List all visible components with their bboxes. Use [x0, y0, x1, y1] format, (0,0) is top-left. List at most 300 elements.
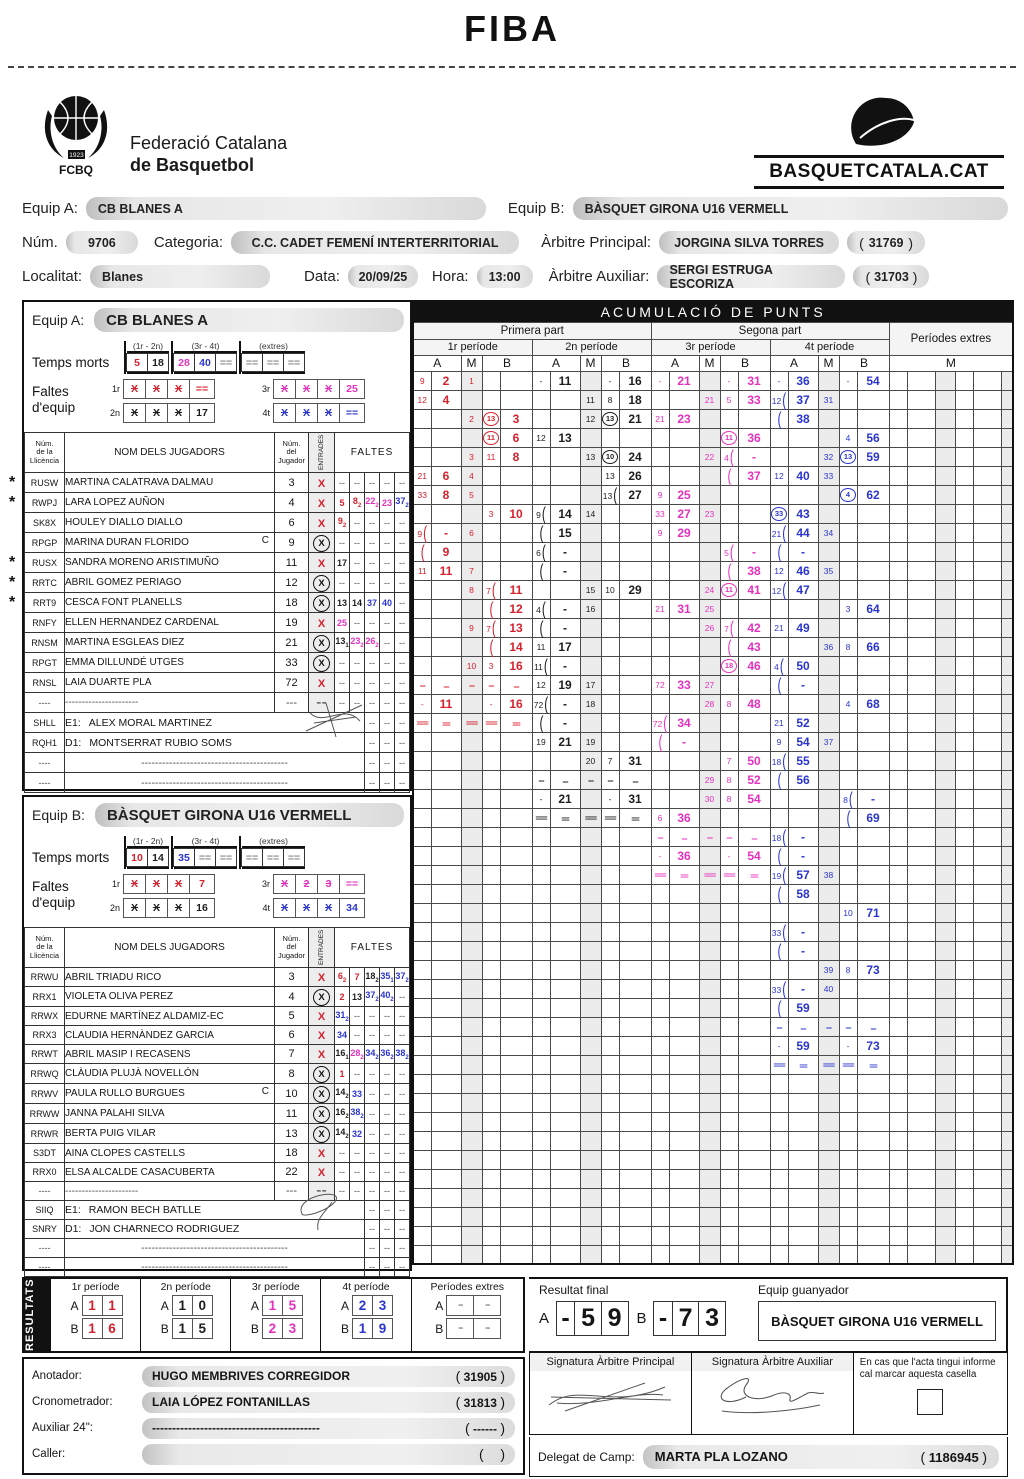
final-score-digit: 3	[698, 1301, 726, 1336]
score-cell	[973, 504, 1001, 523]
score-cell: 21(	[771, 522, 787, 543]
score-cell	[973, 808, 1001, 827]
score-cell	[413, 447, 431, 466]
score-cell	[770, 884, 788, 903]
score-cell	[720, 1055, 738, 1074]
score-cell	[601, 637, 619, 656]
localitat-value: Blanes	[90, 265, 270, 288]
score-cell	[482, 1074, 500, 1093]
player-name: VIOLETA OLIVA PEREZ	[65, 987, 275, 1007]
score-cell	[431, 637, 461, 656]
score-cell	[907, 466, 935, 485]
circled-number: 13	[483, 412, 499, 426]
signature-principal-title: Signatura Àrbitre Principal	[530, 1353, 691, 1371]
score-cell	[601, 618, 619, 637]
score-cell: 39	[818, 960, 839, 979]
foul-cell: $16_2$	[335, 1104, 350, 1124]
score-cell	[857, 1017, 889, 1036]
score-cell	[651, 998, 669, 1017]
score-cell	[788, 903, 818, 922]
score-cell	[461, 1017, 482, 1036]
score-cell	[461, 770, 482, 789]
period-end-mark: ---	[607, 775, 613, 785]
score-cell	[651, 827, 669, 846]
score-row	[413, 1055, 1013, 1074]
period-result-cells	[353, 1295, 393, 1316]
score-cell	[973, 409, 1001, 428]
score-cell	[955, 694, 973, 713]
score-cell	[413, 884, 431, 903]
score-cell	[699, 1188, 720, 1207]
score-cell	[839, 1207, 857, 1226]
team-letter: A	[435, 1298, 444, 1313]
foul-cell: --	[380, 473, 395, 493]
score-cell	[461, 694, 482, 713]
staff-license: ----	[25, 773, 65, 793]
score-cell	[818, 1093, 839, 1112]
equip-a-label: Equip A:	[22, 200, 78, 217]
score-cell	[889, 409, 907, 428]
timeouts-groups	[124, 341, 307, 374]
staff-license: ----	[25, 753, 65, 773]
score-cell	[699, 884, 720, 903]
score-cell	[839, 884, 857, 903]
score-cell	[699, 485, 720, 504]
score-cell	[619, 1226, 651, 1245]
score-cell	[669, 694, 699, 713]
score-cell	[973, 884, 1001, 903]
score-cell: 31	[738, 371, 770, 390]
foul-cell: $37_2$	[365, 987, 380, 1007]
score-cell: 6	[500, 428, 532, 447]
extra-shaded-cell	[1001, 675, 1013, 694]
score-cell	[839, 1093, 857, 1112]
player-name: BERTA PUIG VILAR	[65, 1124, 275, 1144]
score-cell	[818, 827, 839, 846]
match-number: 9706	[66, 231, 138, 254]
score-cell	[431, 409, 461, 428]
fiba-title: FIBA	[464, 8, 560, 49]
foul-cell: $38_2$	[395, 1045, 410, 1064]
score-cell	[699, 1036, 720, 1055]
team-foul-cell	[190, 875, 214, 893]
timeouts-group	[124, 836, 169, 869]
player-name: ----------------------	[65, 693, 275, 713]
score-cell	[935, 979, 955, 998]
score-cell	[601, 979, 619, 998]
score-cell	[720, 1207, 738, 1226]
official-label: Anotador:	[32, 1370, 82, 1382]
timeout-cell: 14	[147, 848, 169, 867]
foul-cell: --	[395, 693, 410, 713]
score-cell	[699, 428, 720, 447]
score-cell	[788, 1055, 818, 1074]
score-cell	[619, 808, 651, 827]
period-result-row	[141, 1318, 230, 1339]
score-cell	[651, 1207, 669, 1226]
score-cell	[580, 618, 601, 637]
extra-shaded-cell	[1001, 713, 1013, 732]
foul-cell: --	[395, 673, 410, 693]
score-cell	[907, 580, 935, 599]
score-cell	[550, 1017, 580, 1036]
score-cell	[907, 1055, 935, 1074]
score-cell	[699, 561, 720, 580]
empty-staff-row	[25, 753, 410, 773]
period-label: 2n	[109, 408, 120, 418]
score-cell	[461, 979, 482, 998]
score-cell	[857, 1131, 889, 1150]
team-label: Equip A:	[32, 312, 85, 328]
score-cell	[601, 846, 619, 865]
free-throw-paren: (	[539, 617, 544, 638]
player-name: ABRIL GOMEZ PERIAGO	[65, 573, 275, 593]
foul-cell: --	[335, 653, 350, 673]
score-cell	[699, 542, 720, 561]
foul-cell: --	[350, 693, 365, 713]
score-cell: 58	[788, 884, 818, 903]
score-cell	[973, 1169, 1001, 1188]
team-foul-mark: X	[130, 383, 138, 395]
score-cell	[699, 1207, 720, 1226]
score-cell: 36	[738, 428, 770, 447]
score-cell	[651, 979, 669, 998]
score-cell: 11	[580, 390, 601, 409]
score-cell: 50	[738, 751, 770, 770]
player-number: 11	[275, 1104, 309, 1124]
score-cell	[500, 466, 532, 485]
score-cell	[907, 1188, 935, 1207]
foul-cell: --	[380, 713, 395, 733]
arbitre-principal-num: ( 31769 )	[847, 231, 925, 254]
player-entry	[309, 673, 335, 693]
score-cell	[770, 675, 788, 694]
period-end-mark: ---	[657, 832, 663, 842]
score-cell	[738, 409, 770, 428]
period-end-mark: ===	[604, 813, 616, 823]
team-foul-mark: 17	[196, 407, 208, 419]
period-end-mark: ---	[800, 1023, 806, 1033]
foul-cell: $40_2$	[380, 987, 395, 1007]
foul-cell: --	[380, 1104, 395, 1124]
final-score-digit: 9	[601, 1301, 629, 1336]
score-cell: 12(	[771, 579, 787, 600]
score-cell	[461, 1226, 482, 1245]
score-cell	[461, 1131, 482, 1150]
score-cell	[889, 941, 907, 960]
score-cell	[461, 1150, 482, 1169]
score-cell: 8	[461, 580, 482, 599]
score-cell	[669, 1245, 699, 1264]
team-letter: A	[250, 1298, 259, 1313]
score-cell	[907, 922, 935, 941]
score-row	[413, 789, 1013, 808]
score-cell	[500, 1036, 532, 1055]
score-cell	[839, 447, 857, 466]
extra-shaded-cell	[1001, 960, 1013, 979]
score-cell	[482, 1112, 500, 1131]
score-cell	[431, 675, 461, 694]
score-cell	[413, 770, 431, 789]
score-cell: 34	[669, 713, 699, 732]
score-cell	[955, 371, 973, 390]
score-cell: 4(	[770, 656, 788, 675]
score-cell	[699, 1226, 720, 1245]
score-cell	[818, 770, 839, 789]
score-cell	[857, 504, 889, 523]
score-cell	[973, 998, 1001, 1017]
period-end-mark: ---	[488, 680, 494, 690]
staff-name: ------------------------------------------	[65, 1258, 365, 1277]
foul-cell: $18_2$	[365, 968, 380, 987]
staff-row	[25, 713, 410, 733]
score-cell	[619, 827, 651, 846]
score-cell	[619, 637, 651, 656]
player-license: RRWU	[25, 968, 65, 987]
score-cell: 12	[580, 409, 601, 428]
period-result-digit: 3	[372, 1295, 393, 1316]
period-result-cells	[353, 1318, 393, 1339]
score-cell	[889, 960, 907, 979]
free-throw-paren: (	[782, 978, 787, 999]
score-cell	[580, 466, 601, 485]
score-cell: 14	[550, 504, 580, 523]
score-cell	[818, 1036, 839, 1055]
official-license: ( )	[478, 1446, 505, 1462]
score-cell	[935, 1017, 955, 1036]
player-row	[25, 513, 410, 533]
score-cell	[818, 675, 839, 694]
score-cell	[720, 561, 738, 580]
team-foul-cell	[146, 899, 168, 917]
score-cell: 5	[461, 485, 482, 504]
score-cell: 37	[738, 466, 770, 485]
score-cell	[720, 1093, 738, 1112]
team-foul-cell	[340, 875, 364, 893]
arbitre-auxiliar-num: ( 31703 )	[853, 265, 929, 288]
player-number: 72	[275, 673, 309, 693]
score-cell: 59	[857, 447, 889, 466]
col-m: M	[699, 355, 720, 371]
score-cell: -	[788, 979, 818, 998]
score-cell	[935, 1093, 955, 1112]
foul-cell: --	[365, 1144, 380, 1163]
score-cell	[818, 998, 839, 1017]
score-cell	[839, 827, 857, 846]
period-result-cells	[173, 1318, 213, 1339]
signatures-area	[529, 1352, 1008, 1435]
score-cell	[973, 371, 1001, 390]
score-cell	[818, 485, 839, 504]
score-cell	[500, 808, 532, 827]
score-cell	[955, 637, 973, 656]
score-cell	[669, 390, 699, 409]
score-cell	[601, 1112, 619, 1131]
score-cell: -	[720, 371, 738, 390]
score-cell: -	[839, 371, 857, 390]
score-cell	[907, 979, 935, 998]
circled-number: 13	[840, 450, 856, 464]
score-cell	[955, 1169, 973, 1188]
score-cell	[532, 770, 550, 789]
score-cell	[619, 504, 651, 523]
foul-cell: --	[350, 553, 365, 573]
score-cell: 4	[431, 390, 461, 409]
score-cell: 27	[619, 485, 651, 504]
score-cell	[770, 409, 788, 428]
score-cell	[651, 1112, 669, 1131]
score-cell	[818, 884, 839, 903]
entry-circled-x: X	[313, 989, 330, 1006]
score-cell	[461, 428, 482, 447]
foul-cell: 23	[380, 493, 395, 513]
score-cell	[601, 447, 619, 466]
period-end-mark: ---	[588, 775, 593, 785]
score-cell	[619, 922, 651, 941]
player-license: RPGT	[25, 653, 65, 673]
period-label: 3r	[261, 879, 270, 889]
foul-cell: --	[365, 673, 380, 693]
score-cell	[651, 1017, 669, 1036]
score-cell	[770, 542, 788, 561]
officials-box	[22, 1357, 525, 1475]
team-name: BÀSQUET GIRONA U16 VERMELL	[95, 803, 404, 827]
entry-circled-x: X	[313, 1086, 330, 1103]
score-cell	[973, 561, 1001, 580]
staff-license: SHLL	[25, 713, 65, 733]
score-cell	[413, 808, 431, 827]
score-cell	[431, 884, 461, 903]
score-cell: 6	[461, 523, 482, 542]
score-cell	[413, 979, 431, 998]
foul-cell: --	[380, 773, 395, 793]
score-cell	[669, 941, 699, 960]
score-row	[413, 827, 1013, 846]
period-end-mark: ===	[822, 1060, 834, 1070]
free-throw-paren: (	[727, 560, 732, 581]
score-cell	[907, 675, 935, 694]
score-cell	[482, 1055, 500, 1074]
foul-cell: --	[395, 1084, 410, 1104]
score-cell	[550, 1207, 580, 1226]
score-cell	[550, 922, 580, 941]
score-cell	[857, 1074, 889, 1093]
score-cell	[500, 751, 532, 770]
score-cell	[935, 1207, 955, 1226]
timeout-cell: ==	[194, 848, 216, 867]
score-cell	[907, 409, 935, 428]
score-cell	[413, 428, 431, 447]
score-cell	[889, 504, 907, 523]
timeout-cell: ==	[215, 848, 237, 867]
score-cell	[973, 1036, 1001, 1055]
score-cell	[839, 770, 857, 789]
score-cell	[461, 1036, 482, 1055]
score-cell	[413, 1226, 431, 1245]
score-cell: 30	[699, 789, 720, 808]
score-row	[413, 751, 1013, 770]
score-cell	[973, 903, 1001, 922]
score-cell	[973, 922, 1001, 941]
score-cell	[619, 1074, 651, 1093]
score-cell	[532, 846, 550, 865]
score-cell	[580, 1150, 601, 1169]
free-throw-paren: (	[541, 598, 546, 619]
score-cell: 14	[500, 637, 532, 656]
score-cell	[857, 656, 889, 675]
score-cell: 54	[738, 846, 770, 865]
score-cell	[651, 865, 669, 884]
score-cell	[889, 789, 907, 808]
free-throw-paren: (	[539, 712, 544, 733]
player-number: 10	[275, 1084, 309, 1104]
score-cell	[532, 1131, 550, 1150]
timeouts-group	[171, 341, 237, 374]
score-cell	[889, 808, 907, 827]
delegat-row	[529, 1437, 1008, 1477]
team-foul-cell	[190, 404, 214, 422]
score-cell	[580, 922, 601, 941]
score-cell	[720, 979, 738, 998]
score-cell	[857, 1226, 889, 1245]
score-cell	[889, 694, 907, 713]
header-llicencia: Núm. de la Llicència	[25, 928, 65, 968]
score-cell: 34	[818, 523, 839, 542]
score-cell	[619, 1245, 651, 1264]
score-cell	[889, 903, 907, 922]
score-cell	[669, 1112, 699, 1131]
score-cell	[619, 428, 651, 447]
score-cell	[532, 1036, 550, 1055]
score-cell: -	[532, 789, 550, 808]
score-cell	[431, 447, 461, 466]
score-cell	[601, 523, 619, 542]
team-foul-mark: 3	[325, 878, 332, 890]
score-cell	[889, 656, 907, 675]
score-cell: 8	[500, 447, 532, 466]
score-cell: 50	[788, 656, 818, 675]
score-cell	[935, 808, 955, 827]
score-cell	[818, 922, 839, 941]
score-cell	[461, 713, 482, 732]
score-cell	[482, 409, 500, 428]
score-cell	[973, 1112, 1001, 1131]
free-throw-paren: (	[544, 693, 549, 714]
score-cell	[889, 599, 907, 618]
score-cell: 25	[669, 485, 699, 504]
score-cell	[431, 428, 461, 447]
period-end-mark: ===	[485, 718, 497, 728]
period-result-box	[320, 1279, 410, 1351]
score-row	[413, 903, 1013, 922]
score-cell	[651, 789, 669, 808]
period-label: 2n	[109, 903, 120, 913]
score-cell	[500, 865, 532, 884]
period-result-digit: ---	[446, 1295, 474, 1316]
player-row	[25, 1064, 410, 1084]
resultats-label: RESULTATS	[24, 1279, 50, 1351]
score-cell: 3	[482, 656, 500, 675]
foul-cell: --	[395, 1182, 410, 1201]
score-cell	[431, 808, 461, 827]
score-cell	[431, 1245, 461, 1264]
score-cell	[738, 1226, 770, 1245]
score-cell	[580, 1207, 601, 1226]
period-result-box	[411, 1279, 523, 1351]
score-cell	[651, 1036, 669, 1055]
period-end-mark: ---	[707, 832, 712, 842]
score-cell	[955, 789, 973, 808]
